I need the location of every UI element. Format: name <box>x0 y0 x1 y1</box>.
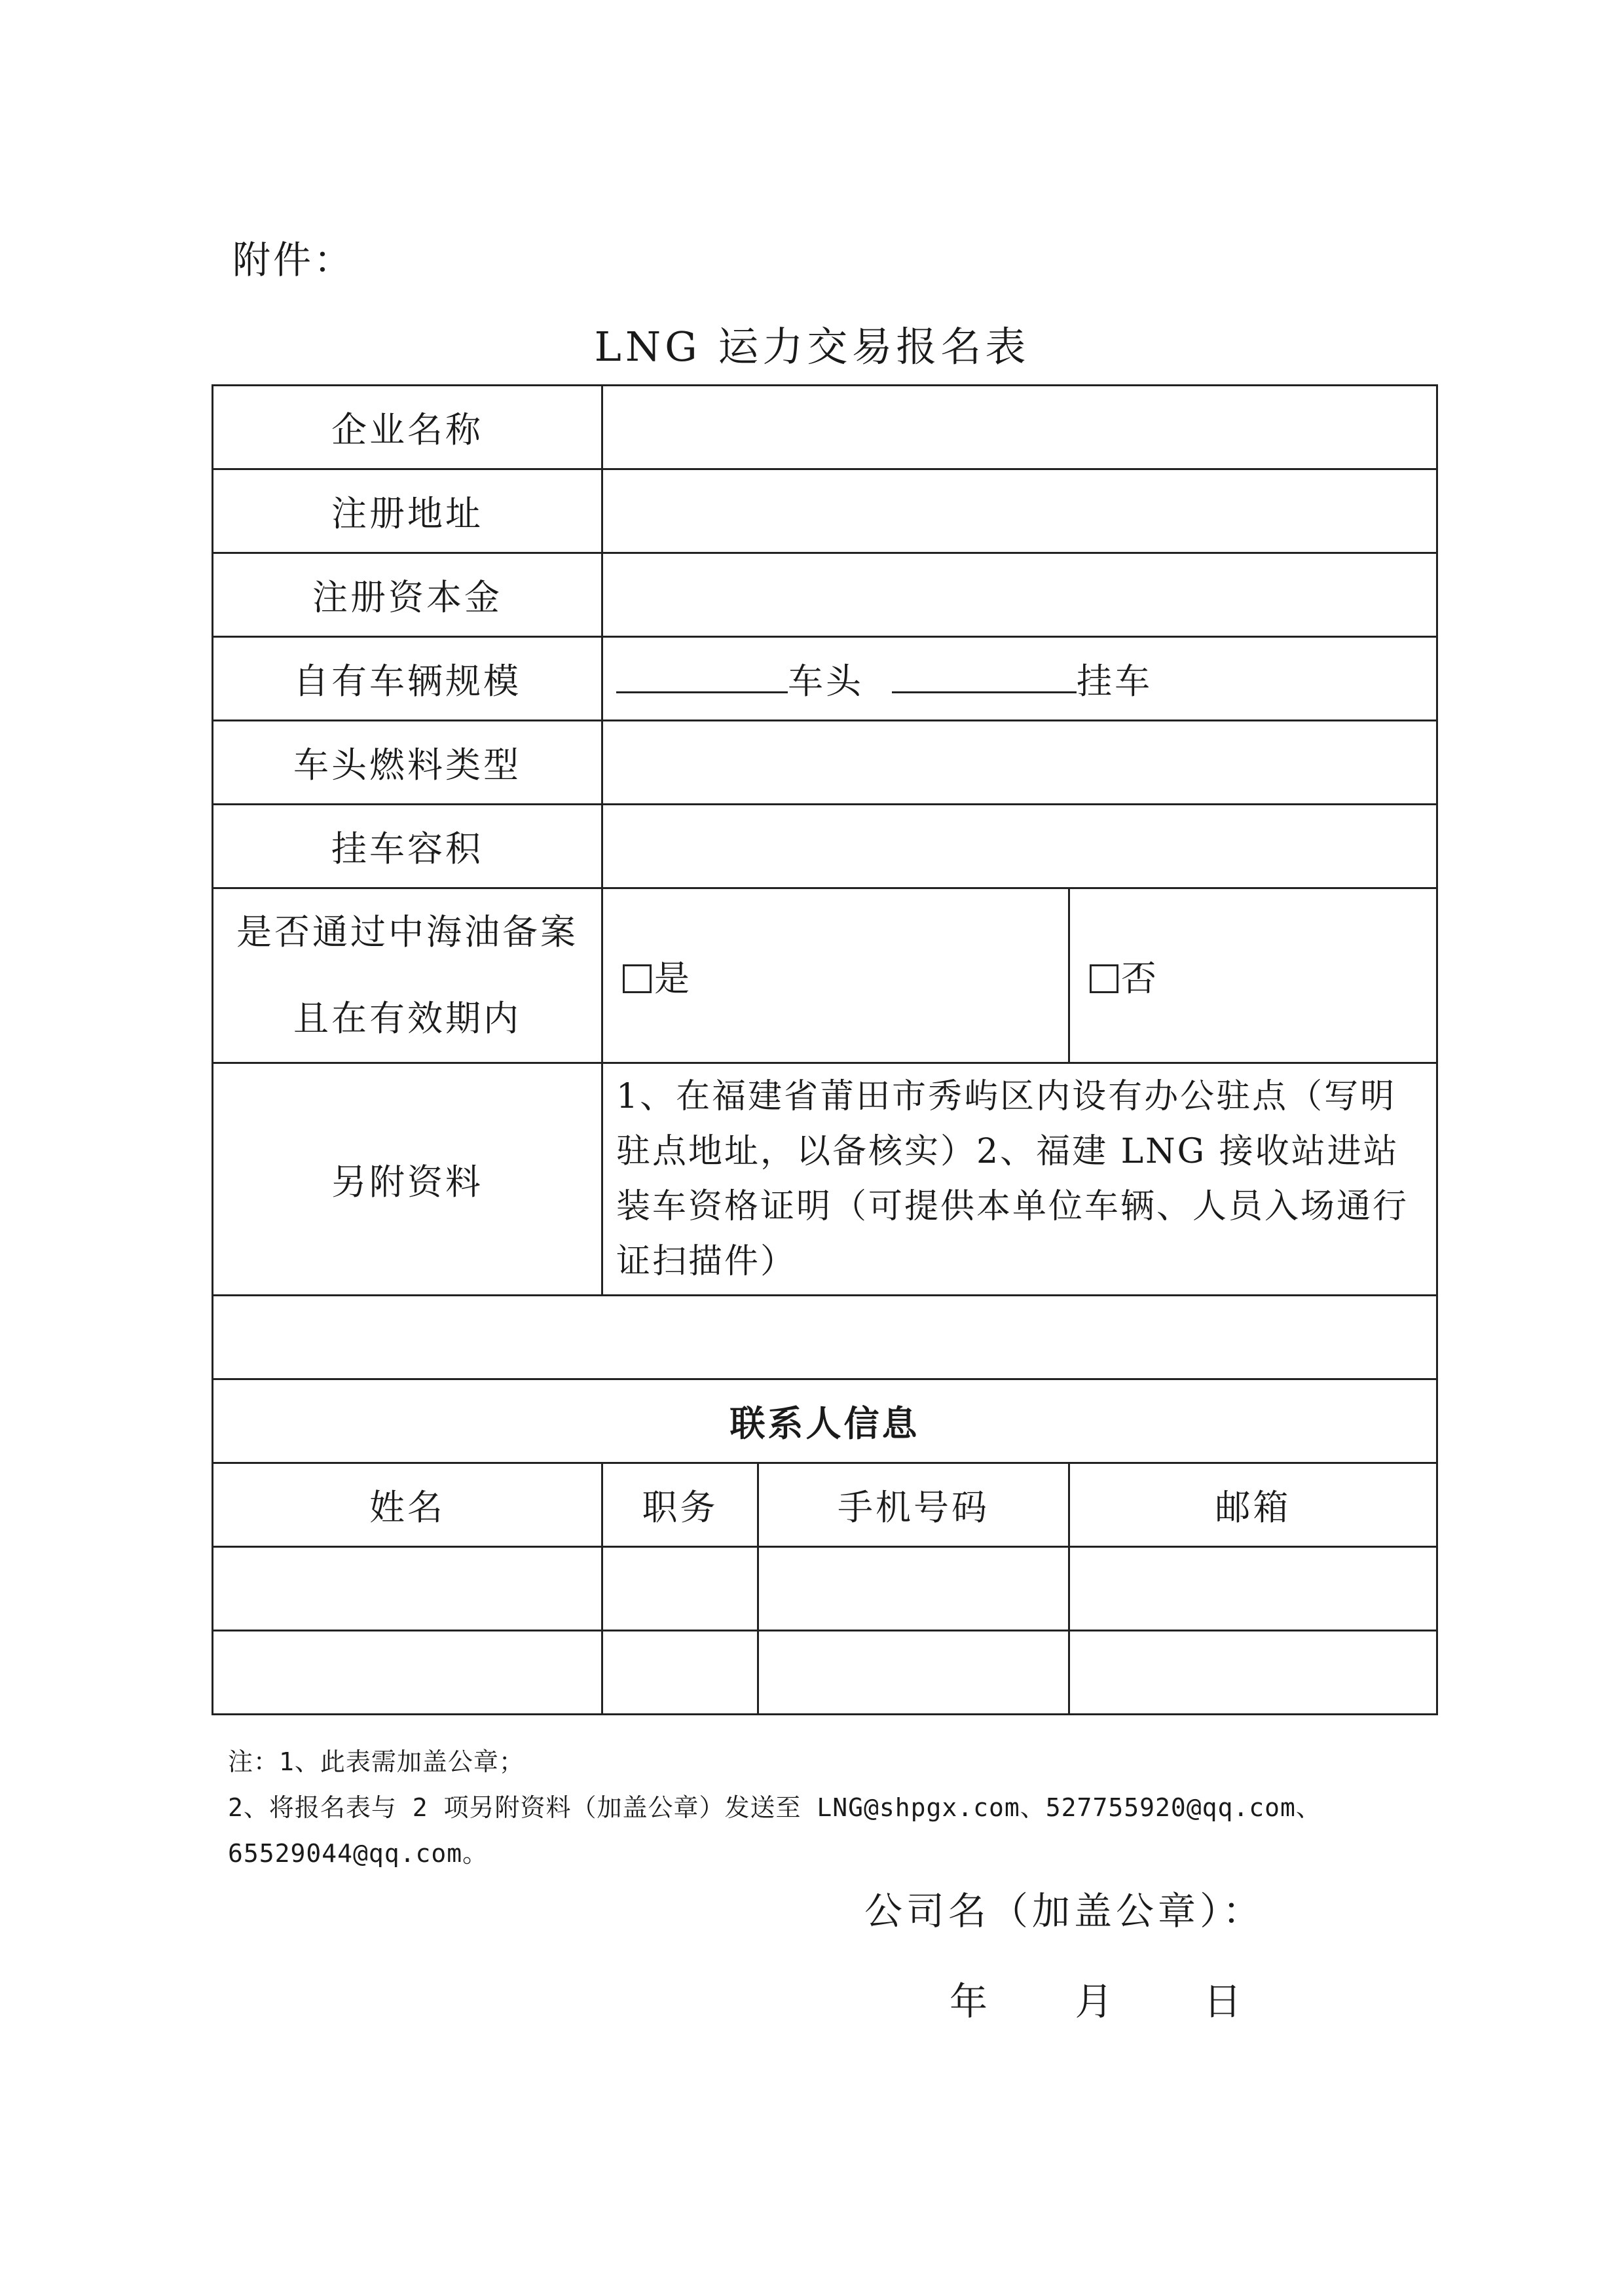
row-trailer-volume <box>213 805 1437 888</box>
trailer-label: 挂车 <box>1077 661 1153 702</box>
contact-name-cell[interactable] <box>213 1547 602 1631</box>
row-additional-materials <box>213 1063 1437 1296</box>
row-contact-heading <box>213 1379 1437 1463</box>
note-line-3: 65529044@qq.com。 <box>228 1839 489 1868</box>
trailer-count-blank[interactable] <box>892 657 1077 693</box>
fleet-size-field <box>602 637 1437 721</box>
registered-address-field[interactable] <box>602 469 1437 553</box>
page-title: LNG 运力交易报名表 <box>594 323 1030 371</box>
contact-mobile-cell[interactable] <box>758 1547 1069 1631</box>
blank-row-cell <box>213 1296 1437 1379</box>
trailer-volume-field[interactable] <box>602 805 1437 888</box>
note-line-1: 注：1、此表需加盖公章； <box>228 1747 525 1776</box>
company-name-label: 企业名称 <box>213 386 602 469</box>
day-label: 日 <box>1203 1979 1242 2024</box>
row-registered-address <box>213 469 1437 553</box>
date-line <box>950 1971 1242 2026</box>
cnooc-filing-label <box>213 888 602 1063</box>
col-name-header: 姓名 <box>213 1463 602 1547</box>
contact-email-cell[interactable] <box>1069 1631 1437 1715</box>
additional-materials-text: 1、在福建省莆田市秀屿区内设有办公驻点（写明驻点地址，以备核实）2、福建 LNG 接收站进站装车资格证明（可提供本单位车辆、人员入场通行证扫描件） <box>602 1063 1437 1296</box>
trailer-volume-label: 挂车容积 <box>213 805 602 888</box>
fuel-type-field[interactable] <box>602 721 1437 805</box>
no-label: 否 <box>1121 957 1159 999</box>
option-yes-cell <box>602 888 1069 1063</box>
col-mobile-header: 手机号码 <box>758 1463 1069 1547</box>
col-position-header: 职务 <box>602 1463 758 1547</box>
registration-form-table <box>212 384 1438 1715</box>
year-label: 年 <box>950 1979 988 2024</box>
contact-position-cell[interactable] <box>602 1547 758 1631</box>
company-seal-line: 公司名（加盖公章）： <box>864 1889 1265 1933</box>
contact-header-row <box>213 1463 1437 1547</box>
contact-row <box>213 1631 1437 1715</box>
row-blank <box>213 1296 1437 1379</box>
contact-row <box>213 1547 1437 1631</box>
option-no-cell <box>1069 888 1437 1063</box>
notes <box>228 1739 1321 1876</box>
no-checkbox[interactable] <box>1090 964 1118 993</box>
row-fuel-type <box>213 721 1437 805</box>
tractor-label: 车头 <box>788 661 864 702</box>
row-fleet-size <box>213 637 1437 721</box>
attachment-label: 附件： <box>232 238 355 282</box>
fuel-type-label: 车头燃料类型 <box>213 721 602 805</box>
row-cnooc-filing <box>213 888 1437 1063</box>
registered-capital-field[interactable] <box>602 553 1437 637</box>
company-name-field[interactable] <box>602 386 1437 469</box>
contact-email-cell[interactable] <box>1069 1547 1437 1631</box>
registered-address-label: 注册地址 <box>213 469 602 553</box>
additional-materials-label: 另附资料 <box>213 1063 602 1296</box>
contact-name-cell[interactable] <box>213 1631 602 1715</box>
yes-label: 是 <box>654 957 692 999</box>
row-company-name <box>213 386 1437 469</box>
cnooc-filing-label-line2: 且在有效期内 <box>293 998 521 1039</box>
yes-checkbox[interactable] <box>623 964 652 993</box>
contact-mobile-cell[interactable] <box>758 1631 1069 1715</box>
registered-capital-label: 注册资本金 <box>213 553 602 637</box>
row-registered-capital <box>213 553 1437 637</box>
contact-position-cell[interactable] <box>602 1631 758 1715</box>
cnooc-filing-label-line1: 是否通过中海油备案 <box>236 911 578 953</box>
fleet-size-label: 自有车辆规模 <box>213 637 602 721</box>
contact-section-heading: 联系人信息 <box>213 1379 1437 1463</box>
month-label: 月 <box>1075 1979 1113 2024</box>
tractor-count-blank[interactable] <box>616 657 788 693</box>
col-email-header: 邮箱 <box>1069 1463 1437 1547</box>
note-line-2: 2、将报名表与 2 项另附资料（加盖公章）发送至 LNG@shpgx.com、527755920@qq.com、 <box>228 1793 1321 1822</box>
